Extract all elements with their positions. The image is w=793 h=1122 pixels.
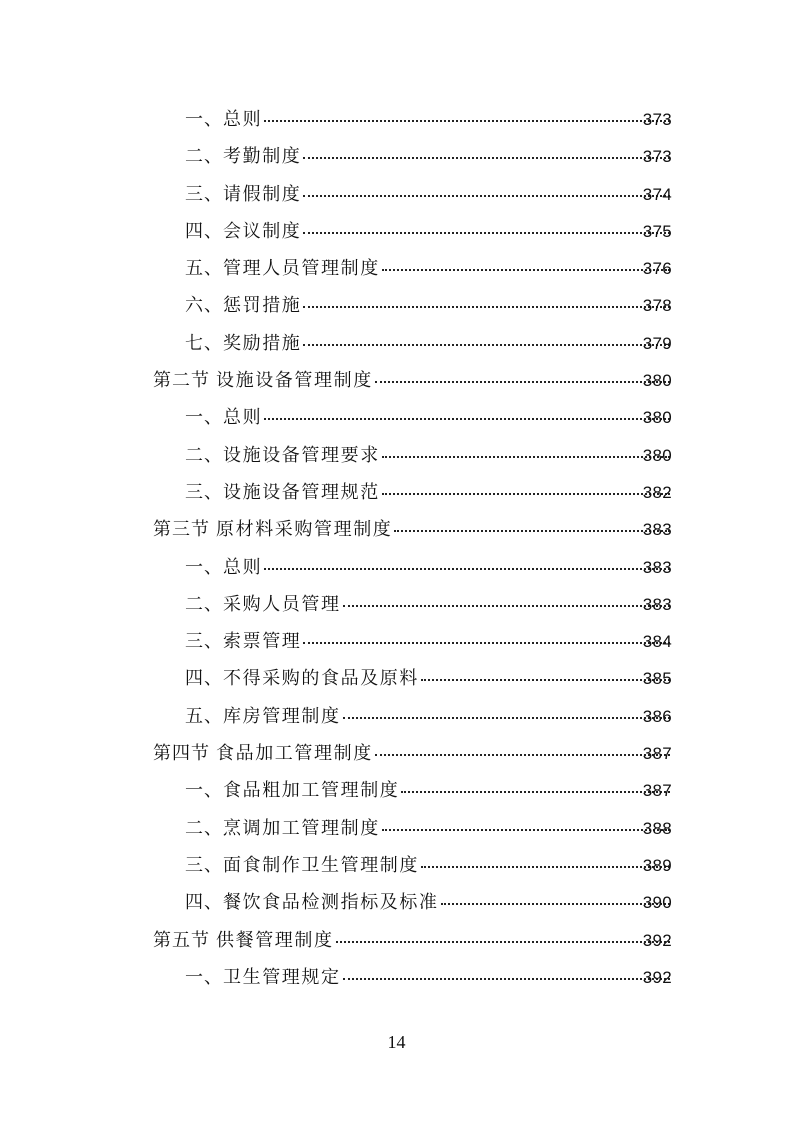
toc-entry-lead [185, 967, 672, 989]
toc-entry[interactable] [0, 810, 793, 847]
toc-entry-page: 388 [642, 818, 672, 838]
toc-dot-leader [343, 717, 670, 719]
toc-entry-number: 五、 [185, 705, 223, 727]
toc-entry-page: 392 [642, 930, 672, 950]
toc-entry[interactable] [0, 437, 793, 474]
toc-entry[interactable] [0, 884, 793, 921]
toc-entry-number: 六、 [185, 295, 223, 317]
toc-entry-title: 卫生管理规定 [223, 966, 341, 988]
toc-entry-title: 会议制度 [223, 220, 302, 242]
toc-entry[interactable] [0, 250, 793, 287]
toc-entry[interactable] [0, 101, 793, 138]
toc-entry-lead [153, 930, 672, 952]
toc-dot-leader [441, 903, 670, 905]
toc-dot-leader [303, 344, 670, 346]
toc-entry-lead [185, 109, 672, 131]
toc-dot-leader [421, 679, 670, 681]
toc-entry-title: 设施设备管理制度 [216, 370, 373, 392]
toc-entry-page: 384 [642, 632, 672, 652]
toc-dot-leader [303, 157, 670, 159]
toc-entry-title: 奖励措施 [223, 332, 302, 354]
toc-dot-leader [421, 866, 670, 868]
toc-entry-page: 380 [642, 371, 672, 391]
toc-dot-leader [264, 418, 670, 420]
toc-entry[interactable] [0, 772, 793, 809]
toc-entry-title: 请假制度 [223, 183, 302, 205]
toc-entry[interactable] [0, 586, 793, 623]
toc-entry-lead [153, 519, 672, 541]
toc-entry-lead [185, 258, 672, 280]
toc-entry-page: 373 [642, 110, 672, 129]
toc-dot-leader [382, 493, 670, 495]
toc-entry-title: 索票管理 [223, 631, 302, 653]
toc-entry-title: 食品粗加工管理制度 [223, 780, 400, 802]
toc-entry-lead [185, 482, 672, 504]
toc-dot-leader [336, 941, 670, 943]
toc-entry-lead [185, 631, 672, 653]
toc-entry-page: 383 [642, 557, 672, 577]
toc-entry-page: 373 [642, 147, 672, 167]
toc-entry-page: 387 [642, 781, 672, 801]
toc-entry[interactable] [0, 623, 793, 660]
toc-entry-lead [185, 668, 672, 690]
toc-entry-title: 原材料采购管理制度 [216, 519, 393, 541]
toc-entry-number: 一、 [185, 780, 223, 802]
toc-dot-leader [303, 642, 670, 644]
toc-entry[interactable] [0, 847, 793, 884]
toc-entry-number: 三、 [185, 481, 223, 503]
toc-entry-number: 三、 [185, 631, 223, 653]
toc-entry-page: 392 [642, 967, 672, 987]
toc-entry-page: 386 [642, 706, 672, 726]
toc-entry-page: 383 [642, 594, 672, 614]
toc-entry-number: 第二节 [153, 370, 210, 392]
toc-entry-title: 供餐管理制度 [216, 929, 334, 951]
toc-entry-number: 四、 [185, 668, 223, 690]
toc-entry-number: 二、 [185, 817, 223, 839]
toc-dot-leader [343, 605, 670, 607]
toc-entry-title: 总则 [223, 407, 263, 429]
toc-entry-page: 380 [642, 408, 672, 428]
toc-entry-page: 385 [642, 669, 672, 689]
toc-entry[interactable] [0, 698, 793, 735]
toc-entry-lead [185, 146, 672, 168]
toc-entry-title: 设施设备管理要求 [223, 444, 380, 466]
toc-entry-lead [185, 892, 672, 914]
toc-entry-number: 二、 [185, 444, 223, 466]
toc-entry-title: 管理人员管理制度 [223, 258, 380, 280]
toc-entry[interactable] [0, 399, 793, 436]
toc-entry-number: 一、 [185, 966, 223, 988]
toc-entry-lead [153, 370, 672, 392]
toc-entry-number: 三、 [185, 854, 223, 876]
toc-entry-lead [185, 333, 672, 355]
toc-entry-page: 382 [642, 482, 672, 502]
toc-entry-lead [185, 221, 672, 243]
toc-entry[interactable] [0, 138, 793, 175]
toc-entry-number: 三、 [185, 183, 223, 205]
toc-entry[interactable] [0, 660, 793, 697]
toc-entry-number: 七、 [185, 332, 223, 354]
toc-entry-number: 第三节 [153, 519, 210, 541]
toc-dot-leader [375, 381, 670, 383]
toc-dot-leader [303, 306, 670, 308]
toc-entry[interactable] [0, 287, 793, 324]
table-of-contents [0, 101, 793, 996]
toc-entry[interactable] [0, 474, 793, 511]
toc-entry-page: 376 [642, 259, 672, 279]
toc-entry-number: 二、 [185, 593, 223, 615]
toc-entry-page: 389 [642, 855, 672, 875]
toc-dot-leader [382, 269, 670, 271]
toc-entry-title: 面食制作卫生管理制度 [223, 854, 419, 876]
toc-entry-number: 四、 [185, 892, 223, 914]
toc-entry-number: 五、 [185, 258, 223, 280]
toc-dot-leader [303, 195, 670, 197]
toc-entry-title: 餐饮食品检测指标及标准 [223, 892, 439, 914]
toc-entry-title: 烹调加工管理制度 [223, 817, 380, 839]
toc-entry-lead [185, 818, 672, 840]
toc-entry-page: 379 [642, 333, 672, 353]
toc-entry-lead [185, 706, 672, 728]
toc-dot-leader [375, 754, 670, 756]
toc-entry-page: 383 [642, 520, 672, 540]
toc-entry-number: 第五节 [153, 929, 210, 951]
toc-section-entry[interactable] [0, 735, 793, 772]
toc-entry-page: 374 [642, 184, 672, 204]
toc-entry-number: 一、 [185, 556, 223, 578]
toc-entry-page: 375 [642, 221, 672, 241]
toc-entry-lead [185, 594, 672, 616]
toc-entry-lead [153, 743, 672, 765]
toc-section-entry[interactable] [0, 922, 793, 959]
toc-entry-title: 不得采购的食品及原料 [223, 668, 419, 690]
toc-entry-number: 一、 [185, 109, 223, 130]
toc-entry-number: 二、 [185, 146, 223, 168]
toc-entry-page: 390 [642, 893, 672, 913]
toc-entry-lead [185, 557, 672, 579]
toc-dot-leader [343, 978, 670, 980]
toc-entry[interactable] [0, 176, 793, 213]
toc-dot-leader [382, 456, 670, 458]
toc-entry[interactable] [0, 325, 793, 362]
toc-entry-lead [185, 855, 672, 877]
toc-dot-leader [382, 829, 670, 831]
toc-section-entry[interactable] [0, 362, 793, 399]
toc-entry-lead [185, 407, 672, 429]
toc-dot-leader [264, 568, 670, 570]
toc-entry-number: 第四节 [153, 743, 210, 765]
toc-entry-title: 考勤制度 [223, 146, 302, 168]
toc-entry[interactable] [0, 213, 793, 250]
toc-entry-page: 387 [642, 744, 672, 764]
toc-entry-title: 惩罚措施 [223, 295, 302, 317]
toc-entry[interactable] [0, 959, 793, 996]
toc-entry-title: 食品加工管理制度 [216, 743, 373, 765]
toc-entry-number: 四、 [185, 220, 223, 242]
toc-entry-title: 设施设备管理规范 [223, 481, 380, 503]
toc-entry-lead [185, 780, 672, 802]
toc-entry-page: 380 [642, 445, 672, 465]
toc-entry-lead [185, 184, 672, 206]
toc-dot-leader [394, 530, 670, 532]
toc-entry[interactable] [0, 549, 793, 586]
toc-dot-leader [303, 232, 670, 234]
toc-section-entry[interactable] [0, 511, 793, 548]
page-number: 14 [387, 1032, 406, 1052]
toc-dot-leader [401, 791, 670, 793]
toc-entry-lead [185, 445, 672, 467]
toc-entry-number: 一、 [185, 407, 223, 429]
toc-dot-leader [264, 120, 670, 122]
toc-entry-title: 总则 [223, 556, 263, 578]
toc-entry-page: 378 [642, 296, 672, 316]
toc-entry-title: 库房管理制度 [223, 705, 341, 727]
toc-entry-title: 总则 [223, 109, 263, 130]
toc-entry-title: 采购人员管理 [223, 593, 341, 615]
toc-entry-lead [185, 295, 672, 317]
